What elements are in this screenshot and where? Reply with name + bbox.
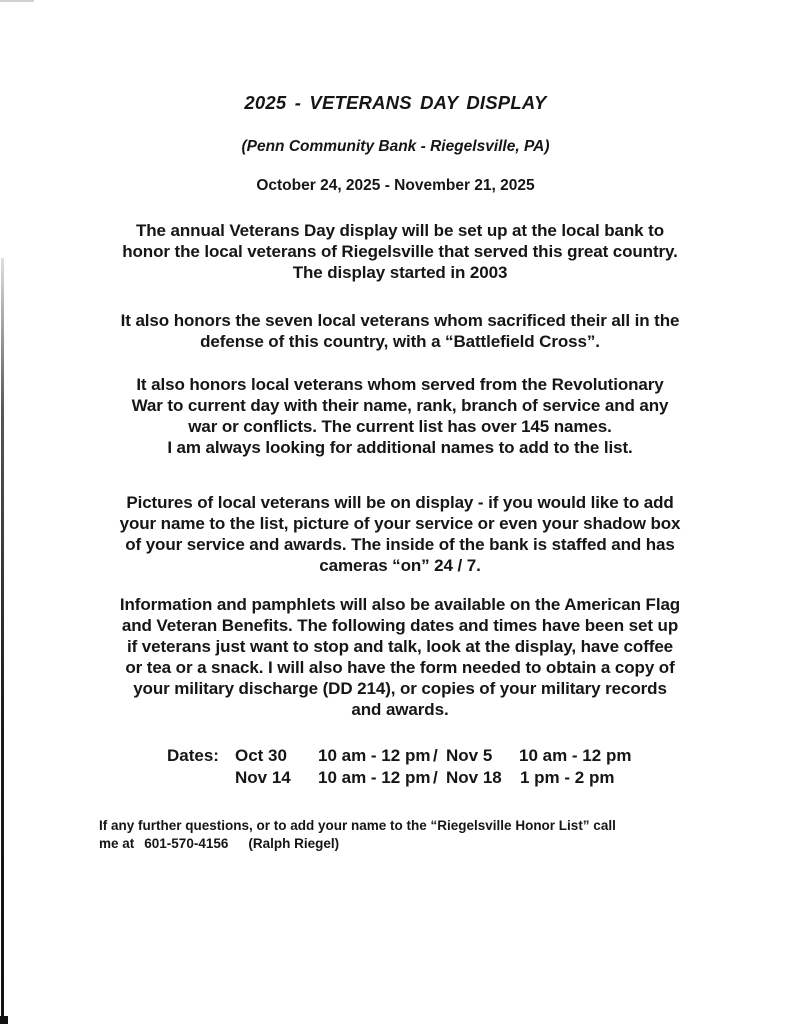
text-line: Information and pamphlets will also be available on the American Flag xyxy=(119,595,681,614)
schedule-separator: / xyxy=(433,746,438,765)
text-line: war or conflicts. The current list has over 145 names. xyxy=(188,417,612,436)
paragraph-battlefield-cross xyxy=(80,310,720,352)
text-line: defense of this country, with a “Battlefield Cross”. xyxy=(200,332,600,351)
text-line: The annual Veterans Day display will be set up at the local bank to xyxy=(135,221,664,240)
document-location: (Penn Community Bank - Riegelsville, PA) xyxy=(241,138,550,155)
contact-info xyxy=(99,817,719,853)
text-line: if veterans just want to stop and talk, look at the display, have coffee xyxy=(126,637,674,656)
schedule-time: 10 am - 12 pm xyxy=(318,768,431,787)
display-date-range: October 24, 2025 - November 21, 2025 xyxy=(256,177,535,194)
text-line: and Veteran Benefits. The following dates and times have been set up xyxy=(121,616,679,635)
text-line: Pictures of local veterans will be on display - if you would like to add xyxy=(126,493,674,512)
schedule-separator: / xyxy=(433,768,438,787)
text-line: your military discharge (DD 214), or copies of your military records xyxy=(133,679,667,698)
paragraph-information xyxy=(80,594,720,720)
text-line: or tea or a snack. I will also have the form needed to obtain a copy of xyxy=(125,658,675,677)
paragraph-pictures xyxy=(80,492,720,576)
schedule-day: Nov 18 xyxy=(446,768,502,787)
schedule-time: 1 pm - 2 pm xyxy=(520,768,615,787)
scan-corner-mark xyxy=(0,1016,8,1024)
contact-line-2 xyxy=(99,835,719,853)
text-line: It also honors local veterans whom served from the Revolutionary xyxy=(136,375,664,394)
document-title: 2025 - VETERANS DAY DISPLAY xyxy=(244,92,547,113)
text-line: of your service and awards. The inside of the bank is staffed and has xyxy=(125,535,675,554)
text-line: The display started in 2003 xyxy=(292,263,508,282)
schedule-day: Nov 14 xyxy=(235,768,291,787)
schedule-label: Dates: xyxy=(167,746,219,765)
text-line: It also honors the seven local veterans whom sacrificed their all in the xyxy=(120,311,680,330)
schedule-time: 10 am - 12 pm xyxy=(519,746,632,765)
schedule-day: Oct 30 xyxy=(235,746,287,765)
schedule-day: Nov 5 xyxy=(446,746,493,765)
contact-phone: 601-570-4156 xyxy=(144,836,229,851)
paragraph-honor-list xyxy=(80,374,720,458)
text-line: and awards. xyxy=(351,700,449,719)
scan-edge-line xyxy=(1,258,4,1024)
contact-name: (Ralph Riegel) xyxy=(248,836,340,851)
paragraph-intro xyxy=(80,220,720,283)
schedule-time: 10 am - 12 pm xyxy=(318,746,431,765)
text-line: cameras “on” 24 / 7. xyxy=(319,556,481,575)
text-line: I am always looking for additional names to add to the list. xyxy=(167,438,633,457)
text-line: your name to the list, picture of your service or even your shadow box xyxy=(119,514,681,533)
scan-artifact-top xyxy=(0,0,34,2)
contact-prefix: me at xyxy=(99,836,135,851)
contact-line: If any further questions, or to add your name to the “Riegelsville Honor List” call xyxy=(99,818,616,833)
text-line: honor the local veterans of Riegelsville that served this great country. xyxy=(122,242,678,261)
text-line: War to current day with their name, rank, branch of service and any xyxy=(131,396,669,415)
